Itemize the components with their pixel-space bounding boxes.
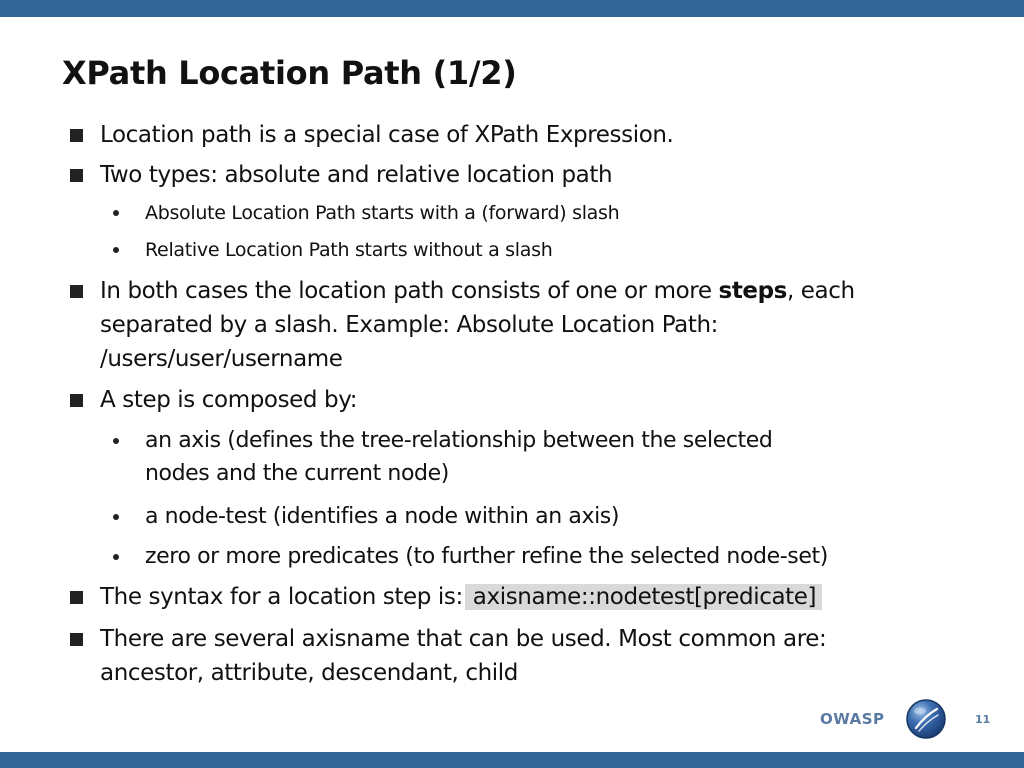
dot-bullet-icon bbox=[113, 554, 119, 560]
bullet-text: Location path is a special case of XPath Expression. bbox=[100, 122, 674, 148]
square-bullet-icon bbox=[70, 129, 83, 142]
bullet-text-part: In both cases the location path consists of one or more bbox=[100, 278, 719, 304]
dot-bullet-icon bbox=[113, 247, 119, 253]
bullet-text-line: ancestor, attribute, descendant, child bbox=[100, 660, 518, 686]
bold-term-steps: steps bbox=[718, 278, 787, 304]
dot-bullet-icon bbox=[113, 514, 119, 520]
dot-bullet-icon bbox=[113, 438, 119, 444]
dot-bullet-icon bbox=[113, 210, 119, 216]
page-number: 11 bbox=[975, 713, 991, 726]
owasp-logo-icon bbox=[905, 698, 947, 740]
sub-bullet-text-line: nodes and the current node) bbox=[145, 461, 449, 486]
sub-bullet-text: zero or more predicates (to further refine the selected node-set) bbox=[145, 544, 828, 569]
bullet-text-line: /users/user/username bbox=[100, 346, 343, 372]
syntax-code-highlight: axisname::nodetest[predicate] bbox=[465, 584, 822, 610]
sub-bullet-text: Relative Location Path starts without a slash bbox=[145, 239, 553, 261]
sub-bullet-text: Absolute Location Path starts with a (forward) slash bbox=[145, 202, 620, 224]
slide-title: XPath Location Path (1/2) bbox=[62, 54, 517, 92]
bullet-text: Two types: absolute and relative location path bbox=[100, 162, 613, 188]
square-bullet-icon bbox=[70, 591, 83, 604]
bullet-text-line: separated by a slash. Example: Absolute Location Path: bbox=[100, 312, 718, 338]
bullet-text bbox=[100, 580, 822, 614]
bullet-text: There are several axisname that can be used. Most common are: bbox=[100, 626, 827, 652]
sub-bullet-text: a node-test (identifies a node within an axis) bbox=[145, 504, 620, 529]
square-bullet-icon bbox=[70, 169, 83, 182]
bottom-accent-bar bbox=[0, 752, 1024, 768]
bullet-text: A step is composed by: bbox=[100, 387, 358, 413]
owasp-logo-text: OWASP bbox=[820, 710, 885, 728]
square-bullet-icon bbox=[70, 285, 83, 298]
square-bullet-icon bbox=[70, 633, 83, 646]
bullet-text bbox=[100, 274, 855, 308]
bullet-text-part: The syntax for a location step is: bbox=[100, 584, 463, 610]
sub-bullet-text: an axis (defines the tree-relationship between the selected bbox=[145, 428, 773, 453]
bullet-text-part: , each bbox=[786, 278, 855, 304]
square-bullet-icon bbox=[70, 394, 83, 407]
